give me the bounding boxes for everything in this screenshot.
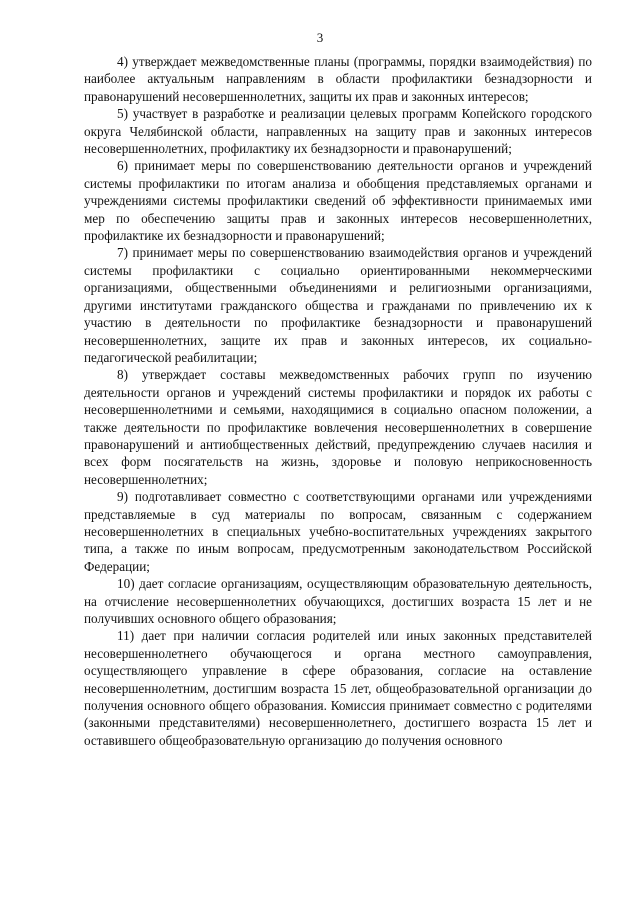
page-number: 3: [316, 30, 324, 45]
paragraph-item-5: 5) участвует в разработке и реализации целевых программ Копейского городского округа Челябинской области, направленных на защиту прав и законных интересов несовершеннолетних, профилактику их безнадзорности и правонарушений;: [84, 106, 592, 157]
paragraph-item-7: 7) принимает меры по совершенствованию взаимодействия органов и учреждений системы профилактики с социально ориентированными некоммерческими организациями, общественными объединениями и религиозными организациями, другими институтами гражданского общества и гражданами по привлечению их к участию в деятельности по профилактике безнадзорности и правонарушений несовершеннолетних, защите их прав и законных интересов, их социально-педагогической реабилитации;: [84, 245, 592, 365]
paragraph-item-9: 9) подготавливает совместно с соответствующими органами или учреждениями представляемые в суд материалы по вопросам, связанным с содержанием несовершеннолетних в специальных учебно-воспитательных учреждениях закрытого типа, а также по иным вопросам, предусмотренным законодательством Российской Федерации;: [84, 489, 592, 574]
paragraph-item-10: 10) дает согласие организациям, осуществляющим образовательную деятельность, на отчисление несовершеннолетних обучающихся, достигших возраста 15 лет и не получивших основного общего образования;: [84, 576, 592, 626]
paragraph-item-8: 8) утверждает составы межведомственных рабочих групп по изучению деятельности органов и учреждений системы профилактики и порядок их работы с несовершеннолетними и семьями, находящимися в социально опасном положении, а также деятельности по профилактике вовлечения несовершеннолетних в совершение правонарушений и антиобщественных действий, предупреждению случаев насилия и всех форм посягательств на жизнь, здоровье и половую неприкосновенность несовершеннолетних;: [84, 367, 592, 487]
paragraph-item-6: 6) принимает меры по совершенствованию деятельности органов и учреждений системы профилактики по итогам анализа и обобщения представляемых органами и учреждениями системы профилактики сведений об эффективности принимаемых ими мер по обеспечению защиты прав и законных интересов несовершеннолетних, профилактике их безнадзорности и правонарушений;: [84, 158, 592, 244]
paragraph-item-11: 11) дает при наличии согласия родителей или иных законных представителей несовершеннолетнего обучающегося и органа местного самоуправления, осуществляющего управление в сфере образования, согласие на оставление несовершеннолетним, достигшим возраста 15 лет, общеобразовательной организации до получения основного общего образования. Комиссия принимает совместно с родителями (законными представителями) несовершеннолетнего, достигшего возраста 15 лет и оставившего общеобразовательную организацию до получения основного: [84, 628, 592, 748]
document-body: [84, 53, 592, 749]
paragraph-item-4: 4) утверждает межведомственные планы (программы, порядки взаимодействия) по наиболее актуальным направлениям в области профилактики безнадзорности и правонарушений несовершеннолетних, защиты их прав и законных интересов;: [84, 54, 592, 104]
